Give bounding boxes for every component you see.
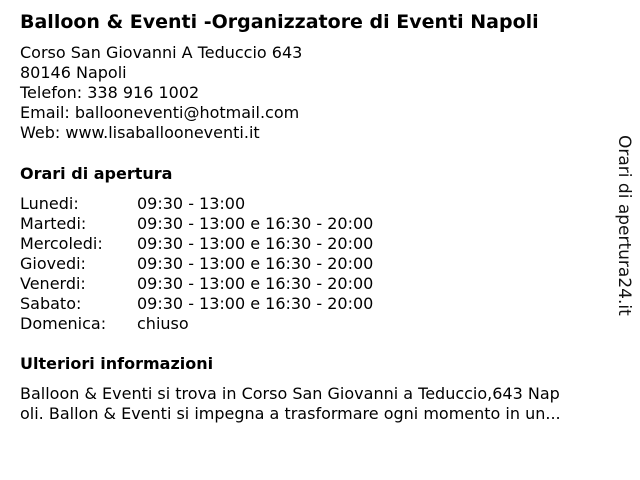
- time-value: 09:30 - 13:00 e 16:30 - 20:00: [137, 214, 374, 233]
- address-street: Corso San Giovanni A Teduccio 643: [20, 43, 303, 62]
- day-label: Giovedi:: [20, 254, 86, 273]
- day-label: Lunedi:: [20, 194, 79, 213]
- site-watermark: Orari di apertura24.it: [614, 135, 634, 316]
- time-value: 09:30 - 13:00 e 16:30 - 20:00: [137, 274, 374, 293]
- web-text: Web: www.lisaballooneventi.it: [20, 123, 260, 142]
- description-line: oli. Ballon & Eventi si impegna a trasformare ogni momento in un...: [20, 404, 561, 423]
- business-title: Balloon & Eventi -Organizzatore di Eventi Napoli: [20, 11, 539, 33]
- address-city: 80146 Napoli: [20, 63, 127, 82]
- time-value: 09:30 - 13:00 e 16:30 - 20:00: [137, 294, 374, 313]
- opening-hours-heading: Orari di apertura: [20, 164, 173, 183]
- day-label: Martedi:: [20, 214, 87, 233]
- description-text: [20, 384, 620, 424]
- day-label: Sabato:: [20, 294, 82, 313]
- more-info-heading: Ulteriori informazioni: [20, 354, 214, 373]
- day-label: Venerdi:: [20, 274, 86, 293]
- email-text: Email: ballooneventi@hotmail.com: [20, 103, 300, 122]
- day-label: Domenica:: [20, 314, 107, 333]
- time-value: chiuso: [137, 314, 189, 333]
- phone-text: Telefon: 338 916 1002: [20, 83, 200, 102]
- time-value: 09:30 - 13:00 e 16:30 - 20:00: [137, 234, 374, 253]
- day-label: Mercoledi:: [20, 234, 103, 253]
- description-line: Balloon & Eventi si trova in Corso San Giovanni a Teduccio,643 Nap: [20, 384, 560, 403]
- contact-block: [20, 43, 302, 143]
- time-value: 09:30 - 13:00: [137, 194, 246, 213]
- time-value: 09:30 - 13:00 e 16:30 - 20:00: [137, 254, 374, 273]
